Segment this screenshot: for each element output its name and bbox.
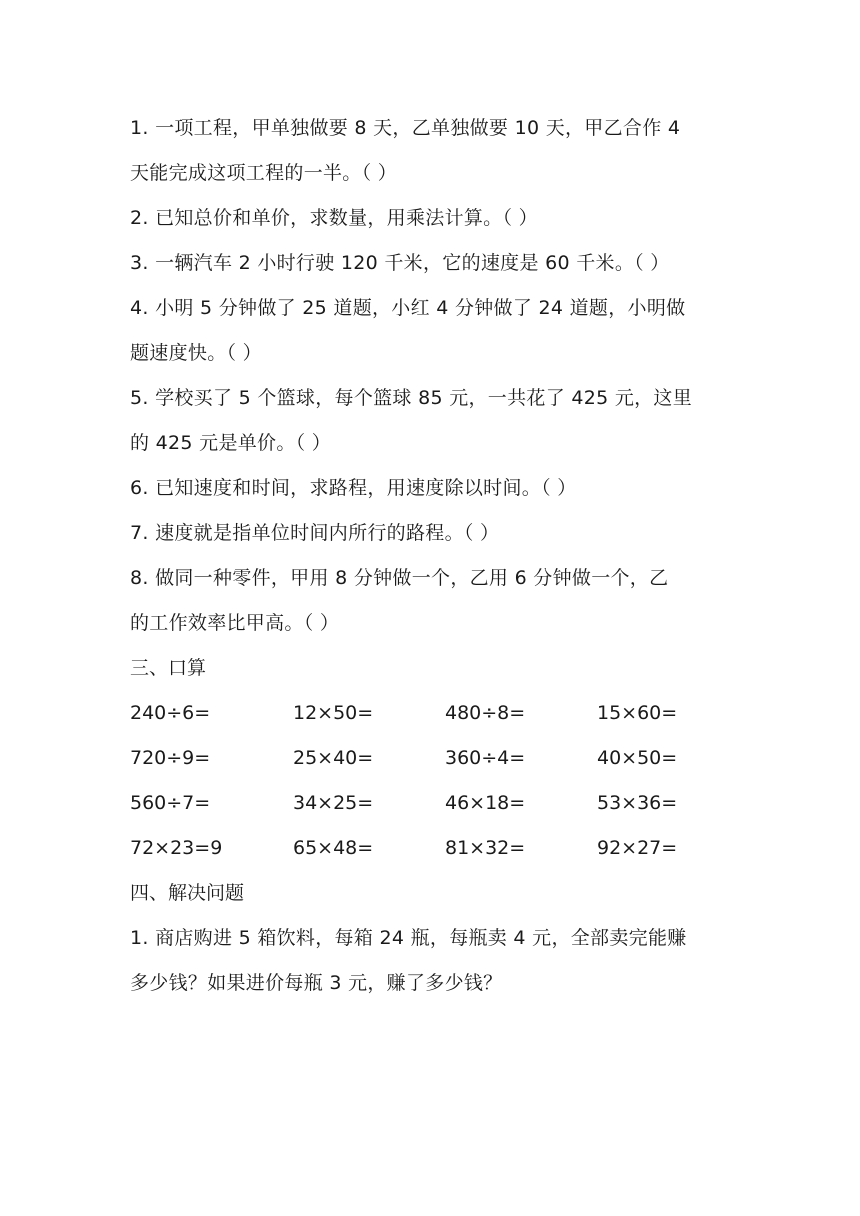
judgement-item-8 [130, 556, 730, 646]
calc-row-3 [130, 781, 730, 826]
calc-item: 480÷8= [445, 702, 526, 724]
calc-item: 560÷7= [130, 792, 211, 814]
calc-item: 240÷6= [130, 702, 211, 724]
judgement-item-5-line-1: 5. 学校买了 5 个篮球，每个篮球 85 元，一共花了 425 元，这里 [130, 387, 693, 409]
problems-section [130, 871, 730, 1006]
judgement-item-4-line-1: 4. 小明 5 分钟做了 25 道题，小红 4 分钟做了 24 道题，小明做 [130, 297, 686, 319]
judgement-item-8-line-2: 的工作效率比甲高。（ ） [130, 612, 340, 634]
calc-item: 15×60= [597, 702, 678, 724]
judgement-item-1-line-1: 1. 一项工程，甲单独做要 8 天，乙单独做要 10 天，甲乙合作 4 [130, 117, 681, 139]
worksheet-page [130, 106, 730, 1006]
calc-row-2 [130, 736, 730, 781]
judgement-item-6-line-1: 6. 已知速度和时间，求路程，用速度除以时间。（ ） [130, 477, 577, 499]
calc-item: 53×36= [597, 792, 678, 814]
judgement-item-4-line-2: 题速度快。（ ） [130, 342, 262, 364]
judgement-item-1 [130, 106, 730, 196]
judgement-item-7-line-1: 7. 速度就是指单位时间内所行的路程。（ ） [130, 522, 500, 544]
calc-item: 360÷4= [445, 747, 526, 769]
problem-item-1-line-1: 1. 商店购进 5 箱饮料，每箱 24 瓶，每瓶卖 4 元，全部卖完能赚 [130, 927, 687, 949]
problem-item-1-line-2: 多少钱？如果进价每瓶 3 元，赚了多少钱？ [130, 972, 503, 994]
judgement-item-1-line-2: 天能完成这项工程的一半。（ ） [130, 162, 398, 184]
oral-calc-section [130, 646, 730, 871]
problems-heading: 四、解决问题 [130, 882, 245, 904]
judgement-item-6 [130, 466, 730, 511]
calc-item: 12×50= [293, 702, 374, 724]
calc-item: 92×27= [597, 837, 678, 859]
judgement-item-4 [130, 286, 730, 376]
calc-item: 720÷9= [130, 747, 211, 769]
calc-item: 40×50= [597, 747, 678, 769]
calc-item: 72×23=9 [130, 837, 223, 859]
judgement-item-5-line-2: 的 425 元是单价。（ ） [130, 432, 332, 454]
calc-item: 81×32= [445, 837, 526, 859]
calc-item: 46×18= [445, 792, 526, 814]
judgement-item-2 [130, 196, 730, 241]
judgement-item-8-line-1: 8. 做同一种零件，甲用 8 分钟做一个，乙用 6 分钟做一个，乙 [130, 567, 669, 589]
problem-item-1 [130, 916, 730, 1006]
calc-item: 65×48= [293, 837, 374, 859]
judgement-item-2-line-1: 2. 已知总价和单价，求数量，用乘法计算。（ ） [130, 207, 538, 229]
judgement-item-7 [130, 511, 730, 556]
calc-item: 25×40= [293, 747, 374, 769]
calc-item: 34×25= [293, 792, 374, 814]
oral-calc-heading: 三、口算 [130, 657, 207, 679]
calc-row-4 [130, 826, 730, 871]
judgement-item-5 [130, 376, 730, 466]
judgement-item-3-line-1: 3. 一辆汽车 2 小时行驶 120 千米，它的速度是 60 千米。（ ） [130, 252, 670, 274]
calc-row-1 [130, 691, 730, 736]
judgement-item-3 [130, 241, 730, 286]
judgement-section [130, 106, 730, 646]
